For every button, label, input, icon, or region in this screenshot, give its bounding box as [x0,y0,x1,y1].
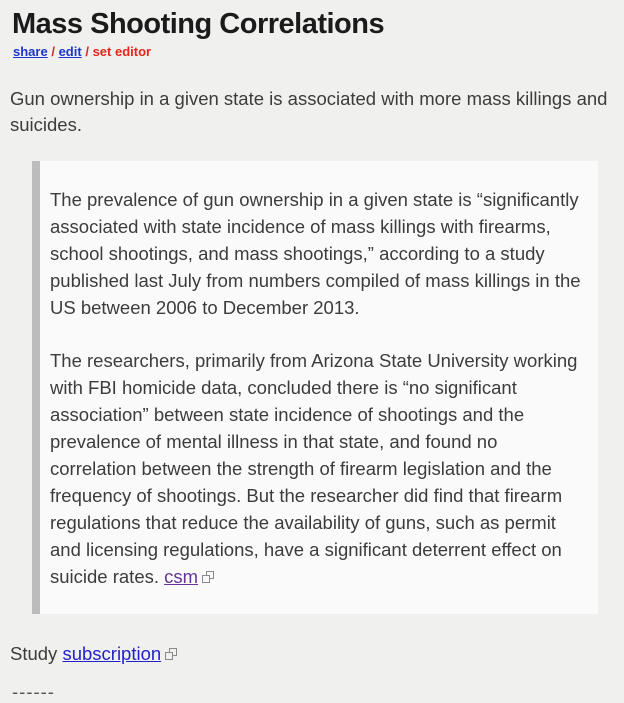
quote-paragraph-1: The prevalence of gun ownership in a given state is “significantly associated with state incidence of mass killings with firearms, school shootings, and mass shootings,” according to a study published last July from numbers compiled of mass killings in the US between 2006 to December 2013. [50,189,581,318]
action-row [13,44,612,59]
share-link[interactable]: share [13,44,48,59]
page-title: Mass Shooting Correlations [12,8,385,40]
quote-paragraph-2 [50,347,582,590]
external-link-icon [202,563,214,590]
study-prefix: Study [10,643,58,664]
study-line [10,641,612,667]
quote-block [32,161,598,614]
csm-source-link[interactable]: csm [164,566,199,587]
intro-paragraph: Gun ownership in a given state is associated with more mass killings and suicides. [10,88,608,135]
external-link-icon [165,641,177,667]
set-editor-link[interactable]: set editor [92,44,152,59]
edit-link[interactable]: edit [58,44,82,59]
separator: / [85,44,89,59]
subscription-link[interactable]: subscription [62,643,162,664]
footer-dashes: ------ [12,681,55,702]
quote-paragraph-2-text: The researchers, primarily from Arizona State University working with FBI homicide data, concluded there is “no significant association” between state incidence of shootings and the prevalence of mental illness in that state, and found no correlation between the strength of firearm legislation and the frequency of shootings. But the researcher did find that firearm regulations that reduce the availability of guns, such as permit and licensing regulations, have a significant deterrent effect on suicide rates. [50,350,578,587]
separator: / [51,44,55,59]
